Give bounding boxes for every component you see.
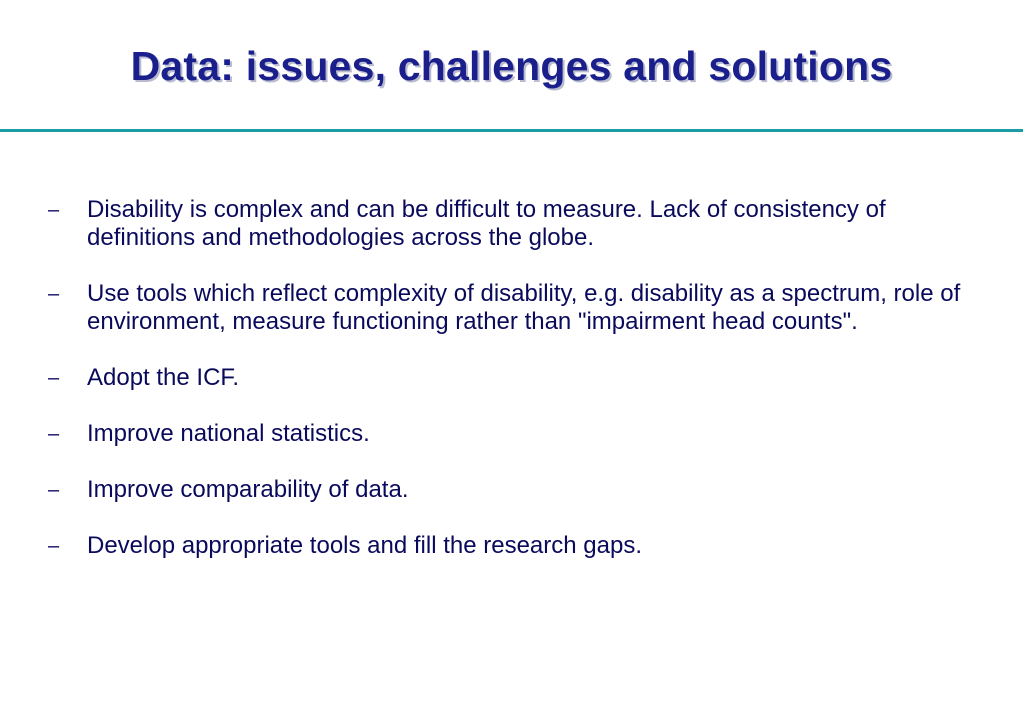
- dash-bullet-icon: –: [48, 367, 60, 389]
- bullet-text: Improve comparability of data.: [87, 476, 409, 503]
- bullet-text: Adopt the ICF.: [87, 364, 240, 391]
- bullet-item: [48, 532, 988, 560]
- dash-bullet-icon: –: [48, 199, 60, 221]
- dash-bullet-icon: –: [48, 423, 60, 445]
- bullet-item: [48, 476, 988, 504]
- bullet-item: [48, 420, 988, 448]
- bullet-item: [48, 280, 988, 336]
- title-divider: [0, 129, 1023, 132]
- bullet-text: Use tools which reflect complexity of disability, e.g. disability as a spectrum, role of environment, measure functioning rather than "impairment head counts".: [87, 280, 961, 335]
- dash-bullet-icon: –: [48, 283, 60, 305]
- bullet-list: [48, 196, 988, 588]
- bullet-item: [48, 196, 988, 252]
- dash-bullet-icon: –: [48, 479, 60, 501]
- slide-title: Data: issues, challenges and solutions: [130, 43, 893, 89]
- bullet-text: Improve national statistics.: [87, 420, 370, 447]
- bullet-item: [48, 364, 988, 392]
- bullet-text: Disability is complex and can be difficult to measure. Lack of consistency of definitions and methodologies across the globe.: [87, 196, 886, 251]
- bullet-text: Develop appropriate tools and fill the research gaps.: [87, 532, 642, 559]
- dash-bullet-icon: –: [48, 535, 60, 557]
